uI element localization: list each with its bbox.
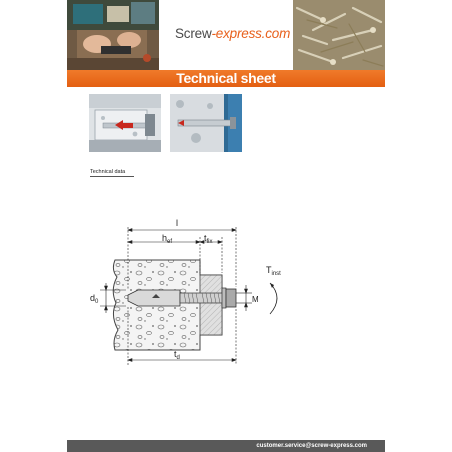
label-hef: h: [162, 233, 168, 243]
technical-data-underline: [90, 176, 134, 177]
label-l: l: [176, 218, 178, 228]
header-banner: [67, 0, 385, 70]
technical-data-label: Technical data: [90, 169, 126, 175]
hex-nut: [226, 289, 236, 307]
anchor-dimension-diagram: [90, 215, 300, 375]
title-bar: [67, 70, 385, 87]
label-tinst: T: [266, 265, 272, 275]
label-tfix-sub: fix: [206, 239, 213, 245]
svg-text:Tinst: [266, 265, 281, 277]
label-M: M: [252, 295, 259, 304]
svg-text:d0: [90, 293, 99, 305]
footer-email-link[interactable]: customer.service@screw-express.com: [256, 443, 367, 449]
footer-bar: [67, 440, 385, 452]
brand-suffix: -express.com: [211, 26, 291, 41]
brand-logo: [175, 26, 290, 41]
anchor-installed-icon: [170, 94, 242, 152]
svg-text:tfix: [204, 233, 213, 245]
page-title: Technical sheet: [176, 70, 276, 86]
label-td: t: [174, 349, 177, 359]
svg-text:td: [174, 349, 180, 361]
label-td-sub: d: [176, 355, 180, 361]
label-hef-sub: ef: [167, 239, 173, 245]
fixture-plate: [200, 275, 222, 335]
label-d0-sub: 0: [95, 299, 99, 305]
svg-text:hef: [162, 233, 172, 245]
workshop-photo: [67, 0, 159, 70]
label-tfix: t: [204, 233, 207, 243]
screws-photo: [293, 0, 385, 70]
anchor-install-icon: [89, 94, 161, 152]
label-tinst-sub: inst: [271, 271, 281, 277]
washer: [222, 288, 226, 308]
torque-arrow: [270, 283, 277, 314]
brand-name: Screw: [175, 26, 212, 41]
label-d0: d: [90, 293, 96, 303]
